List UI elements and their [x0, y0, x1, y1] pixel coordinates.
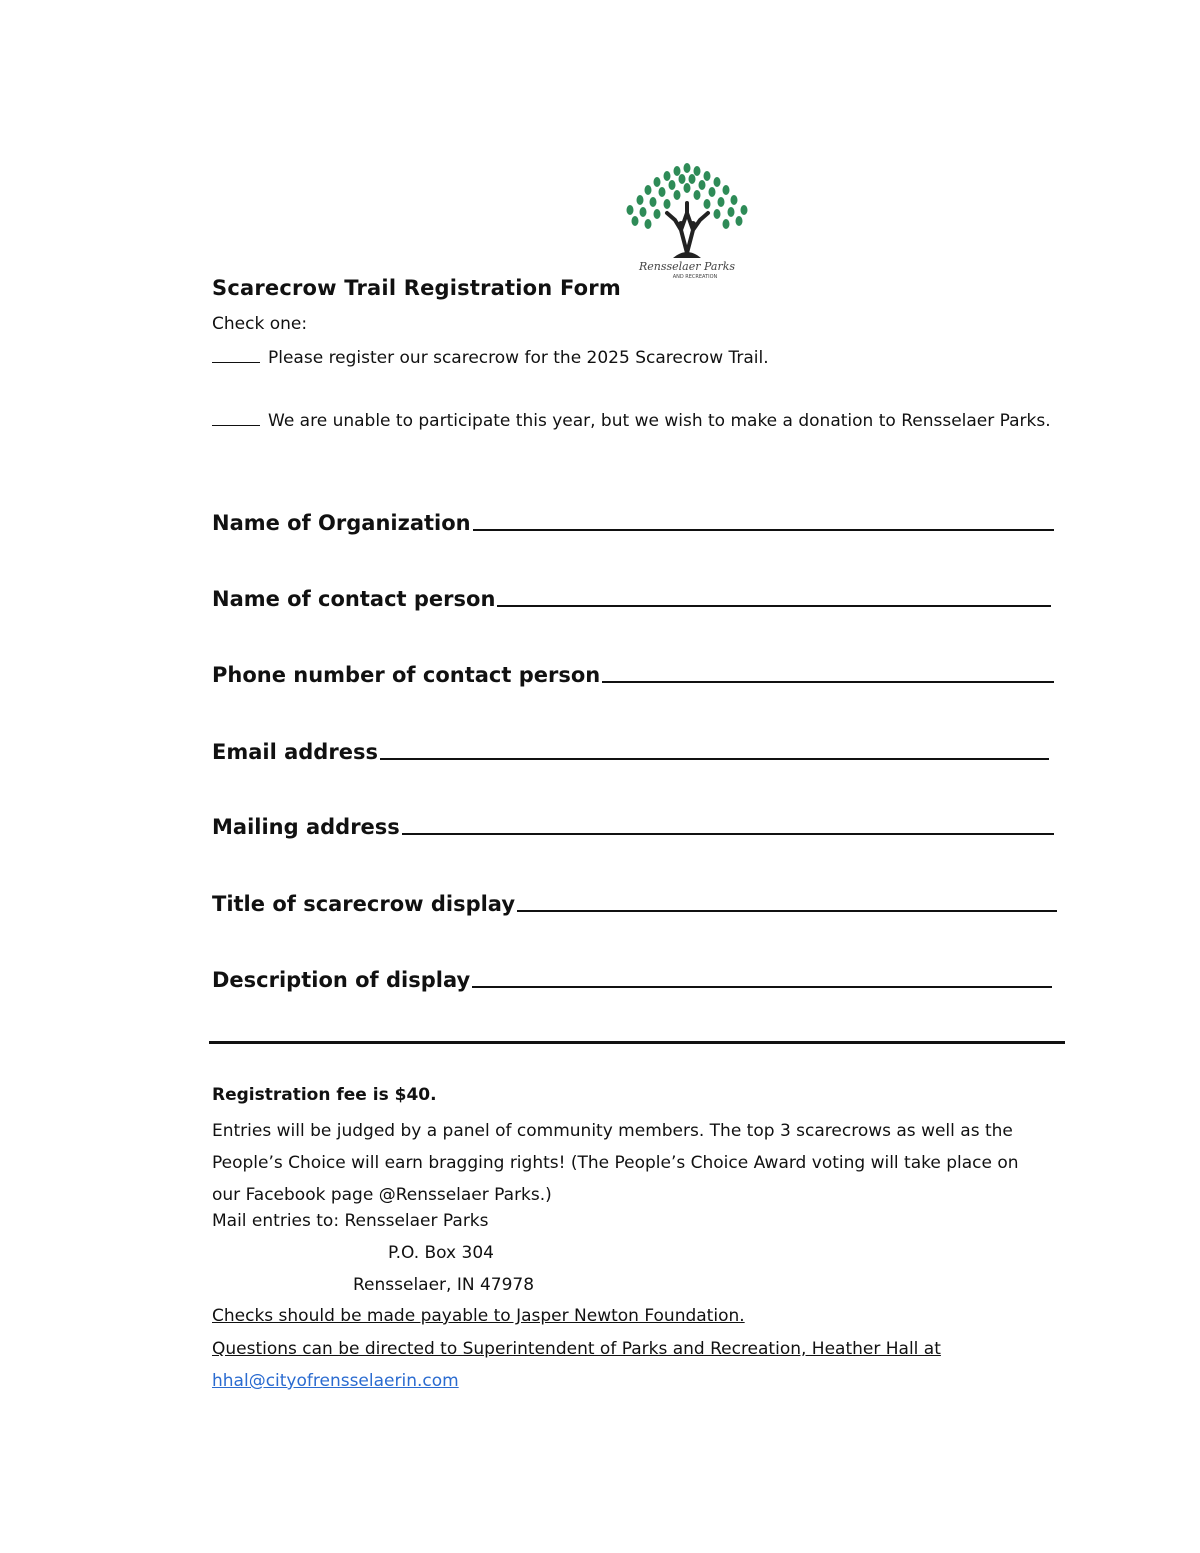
field-contact-name-line[interactable]: [497, 585, 1051, 607]
logo-subtext: AND RECREATION: [672, 274, 718, 280]
field-organization: [212, 509, 1054, 535]
field-title-label: Title of scarecrow display: [212, 892, 516, 916]
field-phone-line[interactable]: [602, 661, 1054, 683]
registration-fee: Registration fee is $40.: [212, 1085, 437, 1105]
tree-logo-icon: [615, 158, 760, 280]
po-box: P.O. Box 304: [388, 1243, 494, 1263]
field-organization-line[interactable]: [473, 509, 1054, 531]
field-description: [212, 966, 1052, 992]
contact-email-link[interactable]: hhal@cityofrensselaerin.com: [212, 1371, 459, 1391]
option-register: [212, 343, 1062, 374]
field-email: [212, 738, 1049, 764]
option-register-checkbox-blank[interactable]: [212, 344, 260, 363]
field-description-label: Description of display: [212, 968, 471, 992]
judging-info: Entries will be judged by a panel of community members. The top 3 scarecrows as well as the People’s Choice will earn bragging rights! (The People’s Choice Award voting will take place on our Facebook page @Rensselaer Parks.): [212, 1121, 1019, 1205]
logo-text: Rensselaer Parks: [638, 260, 736, 273]
rensselaer-parks-logo: [615, 158, 760, 280]
option-donate-text: We are unable to participate this year, but we wish to make a donation to Rensselaer Parks.: [268, 411, 1051, 431]
city-state-zip: Rensselaer, IN 47978: [353, 1275, 535, 1295]
field-title: [212, 890, 1057, 916]
field-mailing-line[interactable]: [402, 813, 1054, 835]
form-title: Scarecrow Trail Registration Form: [212, 276, 621, 300]
field-contact-name: [212, 585, 1051, 611]
field-mailing-label: Mailing address: [212, 815, 400, 839]
field-organization-label: Name of Organization: [212, 511, 471, 535]
option-register-text: Please register our scarecrow for the 2025 Scarecrow Trail.: [268, 348, 769, 368]
option-donate: [212, 406, 1062, 437]
option-donate-checkbox-blank[interactable]: [212, 407, 260, 426]
questions-note: Questions can be directed to Superintendent of Parks and Recreation, Heather Hall at: [212, 1339, 941, 1359]
mail-entries-label: Mail entries to: Rensselaer Parks: [212, 1211, 489, 1231]
field-phone-label: Phone number of contact person: [212, 663, 601, 687]
field-phone: [212, 661, 1054, 687]
checks-payable-note: Checks should be made payable to Jasper Newton Foundation.: [212, 1306, 745, 1326]
field-contact-name-label: Name of contact person: [212, 587, 496, 611]
field-email-line[interactable]: [380, 738, 1049, 760]
field-email-label: Email address: [212, 740, 378, 764]
field-mailing: [212, 813, 1054, 839]
check-one-label: Check one:: [212, 314, 308, 334]
field-description-line[interactable]: [472, 966, 1052, 988]
field-title-line[interactable]: [517, 890, 1057, 912]
field-description-extra-line[interactable]: [209, 1041, 1065, 1044]
